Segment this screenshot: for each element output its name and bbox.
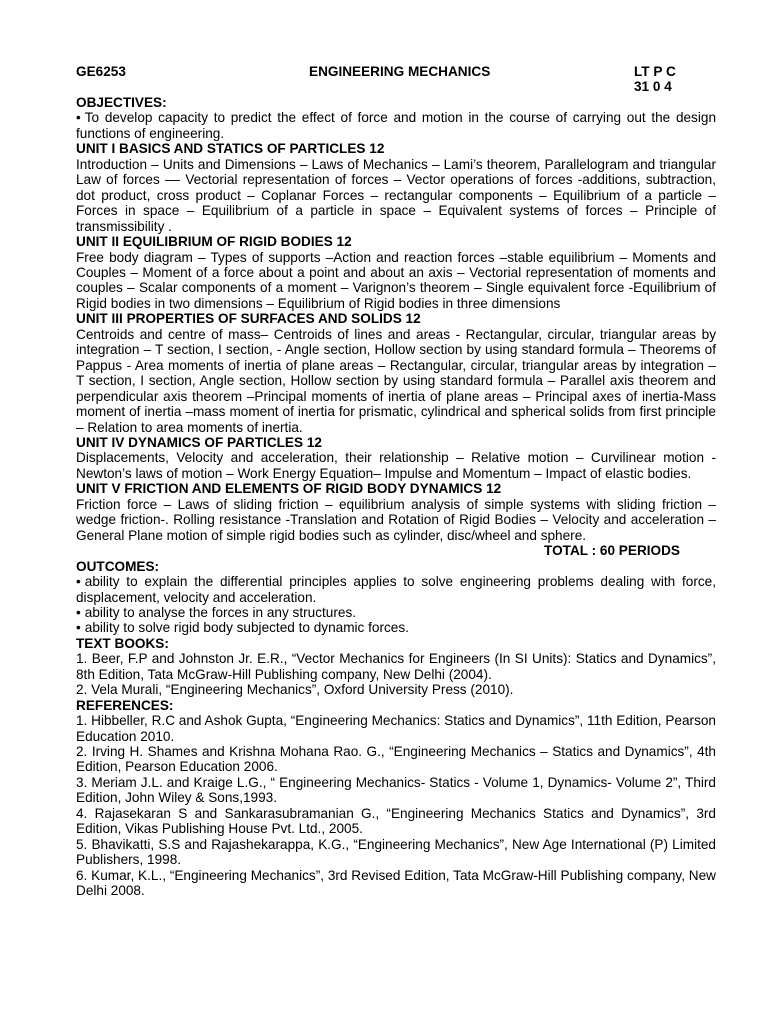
reference-item: 4. Rajasekaran S and Sankarasubramanian G., “Engineering Mechanics Statics and Dynamics”, 3rd Edition, Vikas Publishing House Pvt. Ltd., 2005. — [76, 805, 716, 837]
unit-1-body: Introduction – Units and Dimensions – Laws of Mechanics – Lami’s theorem, Parallelogram and triangular Law of forces –– Vectorial representation of forces – Vector operations of forces -additions, subtraction, dot product, cross product – Coplanar Forces – rectangular components – Equilibrium of a particle – Forces in space – Equilibrium of a particle in space – Equivalent systems of forces – Principle of transmissibility . — [76, 156, 716, 234]
unit-4-body: Displacements, Velocity and acceleration, their relationship – Relative motion – Curvilinear motion - Newton’s laws of motion – Work Energy Equation– Impulse and Momentum – Impact of elastic bodies. — [76, 450, 716, 481]
reference-item: 3. Meriam J.L. and Kraige L.G., “ Engineering Mechanics- Statics - Volume 1, Dynamics- Volume 2”, Third Edition, John Wiley & Sons,1993. — [76, 774, 716, 806]
unit-1-heading: UNIT I BASICS AND STATICS OF PARTICLES 12 — [76, 141, 385, 157]
unit-2-heading: UNIT II EQUILIBRIUM OF RIGID BODIES 12 — [76, 234, 352, 250]
ltpc-label: LT P C — [634, 64, 676, 79]
objectives-heading: OBJECTIVES: — [76, 95, 167, 110]
objective-item: • To develop capacity to predict the effect of force and motion in the course of carrying out the design functions of engineering. — [76, 110, 716, 141]
outcome-item: • ability to analyse the forces in any structures. — [76, 605, 716, 620]
reference-item: 5. Bhavikatti, S.S and Rajashekarappa, K.G., “Engineering Mechanics”, New Age International (P) Limited Publishers, 1998. — [76, 836, 716, 868]
reference-item: 1. Hibbeller, R.C and Ashok Gupta, “Engineering Mechanics: Statics and Dynamics”, 11th Edition, Pearson Education 2010. — [76, 713, 716, 744]
unit-5-heading: UNIT V FRICTION AND ELEMENTS OF RIGID BODY DYNAMICS 12 — [76, 481, 502, 497]
ltpc-values: 31 0 4 — [634, 79, 672, 94]
outcomes-heading: OUTCOMES: — [76, 558, 160, 574]
text-book-item: 1. Beer, F.P and Johnston Jr. E.R., “Vector Mechanics for Engineers (In SI Units): Statics and Dynamics”, 8th Edition, Tata McGraw-Hill Publishing company, New Delhi (2004). — [76, 651, 716, 682]
text-books-heading: TEXT BOOKS: — [76, 635, 169, 651]
total-periods: TOTAL : 60 PERIODS — [544, 543, 680, 559]
course-header — [76, 64, 716, 95]
unit-3-heading: UNIT III PROPERTIES OF SURFACES AND SOLIDS 12 — [76, 311, 421, 327]
reference-item: 6. Kumar, K.L., “Engineering Mechanics”, 3rd Revised Edition, Tata McGraw-Hill Publishing company, New Delhi 2008. — [76, 867, 716, 899]
unit-4-heading: UNIT IV DYNAMICS OF PARTICLES 12 — [76, 434, 322, 450]
references-heading: REFERENCES: — [76, 697, 174, 713]
course-title: ENGINEERING MECHANICS — [309, 64, 491, 79]
outcome-item: • ability to solve rigid body subjected to dynamic forces. — [76, 620, 716, 635]
unit-3-body: Centroids and centre of mass– Centroids of lines and areas - Rectangular, circular, triangular areas by integration – T section, I section, - Angle section, Hollow section by using standard formula – Theorems of Pappus - Area moments of inertia of plane areas – Rectangular, circular, triangular areas by integration – T section, I section, Angle section, Hollow section by using standard formula – Parallel axis theorem and perpendicular axis theorem –Principal moments of inertia of plane areas – Principal axes of inertia-Mass moment of inertia –mass moment of inertia for prismatic, cylindrical and spherical solids from first principle – Relation to area moments of inertia. — [76, 326, 716, 435]
text-book-item: 2. Vela Murali, “Engineering Mechanics”, Oxford University Press (2010). — [76, 682, 514, 698]
unit-2-body: Free body diagram – Types of supports –Action and reaction forces –stable equilibrium – Moments and Couples – Moment of a force about a point and about an axis – Vectorial representation of moments and couples – Scalar components of a moment – Varignon’s theorem – Single equivalent force -Equilibrium of Rigid bodies in two dimensions – Equilibrium of Rigid bodies in three dimensions — [76, 249, 716, 311]
reference-item: 2. Irving H. Shames and Krishna Mohana Rao. G., “Engineering Mechanics – Statics and Dynamics”, 4th Edition, Pearson Education 2006. — [76, 744, 716, 775]
unit-5-body: Friction force – Laws of sliding friction – equilibrium analysis of simple systems with sliding friction – wedge friction-. Rolling resistance -Translation and Rotation of Rigid Bodies – Velocity and acceleration – General Plane motion of simple rigid bodies such as cylinder, disc/wheel and sphere. — [76, 496, 716, 543]
course-code: GE6253 — [76, 64, 126, 79]
outcome-item: • ability to explain the differential principles applies to solve engineering problems dealing with force, displacement, velocity and acceleration. — [76, 574, 716, 605]
